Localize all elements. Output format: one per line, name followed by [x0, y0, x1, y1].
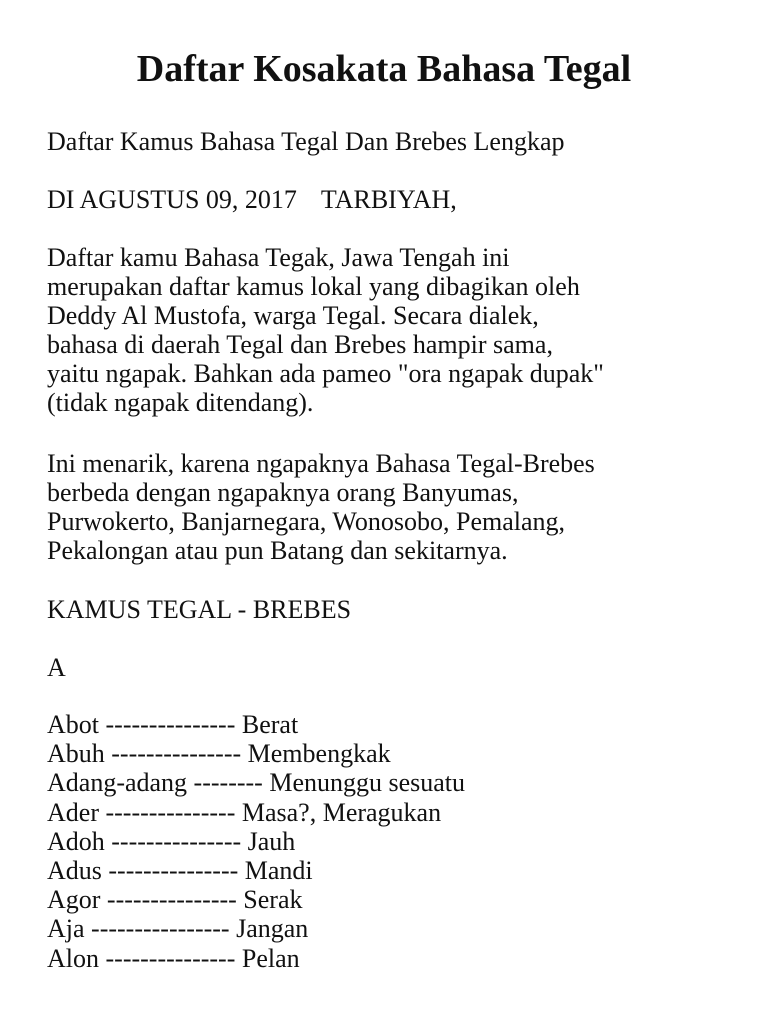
vocabulary-entry: Agor --------------- Serak — [47, 885, 303, 915]
document-subtitle: Daftar Kamus Bahasa Tegal Dan Brebes Lengkap — [47, 127, 565, 156]
vocabulary-list — [47, 710, 465, 973]
vocabulary-entry: Abuh --------------- Membengkak — [47, 739, 391, 769]
second-paragraph — [47, 449, 747, 565]
vocabulary-entry: Adoh --------------- Jauh — [47, 826, 296, 856]
vocabulary-entry: Abot --------------- Berat — [47, 710, 299, 739]
vocabulary-entry: Alon --------------- Pelan — [47, 943, 300, 973]
post-author: TARBIYAH, — [320, 185, 457, 214]
intro-paragraph — [47, 243, 747, 417]
dateline — [47, 185, 747, 214]
letter-heading: A — [47, 653, 66, 682]
vocabulary-entry: Adus --------------- Mandi — [47, 856, 313, 886]
paragraph-line: berbeda dengan ngapaknya orang Banyumas, — [47, 478, 519, 507]
paragraph-line: Daftar kamu Bahasa Tegak, Jawa Tengah ini — [47, 243, 510, 272]
vocabulary-entry: Adang-adang -------- Menunggu sesuatu — [47, 768, 466, 798]
paragraph-line: Ini menarik, karena ngapaknya Bahasa Tegal-Brebes — [47, 449, 595, 478]
paragraph-line: (tidak ngapak ditendang). — [47, 388, 314, 417]
paragraph-line: yaitu ngapak. Bahkan ada pameo "ora ngapak dupak" — [47, 359, 604, 388]
paragraph-line: Pekalongan atau pun Batang dan sekitarnya. — [47, 536, 508, 565]
paragraph-line: Purwokerto, Banjarnegara, Wonosobo, Pemalang, — [47, 507, 566, 536]
paragraph-line: Deddy Al Mustofa, warga Tegal. Secara dialek, — [47, 301, 539, 330]
section-heading: KAMUS TEGAL - BREBES — [47, 595, 352, 624]
post-date: DI AGUSTUS 09, 2017 — [47, 185, 297, 214]
document-title: Daftar Kosakata Bahasa Tegal — [136, 48, 632, 90]
paragraph-line: merupakan daftar kamus lokal yang dibagikan oleh — [47, 272, 580, 301]
paragraph-line: bahasa di daerah Tegal dan Brebes hampir sama, — [47, 330, 553, 359]
vocabulary-entry: Aja ---------------- Jangan — [47, 914, 309, 944]
vocabulary-entry: Ader --------------- Masa?, Meragukan — [47, 797, 442, 827]
